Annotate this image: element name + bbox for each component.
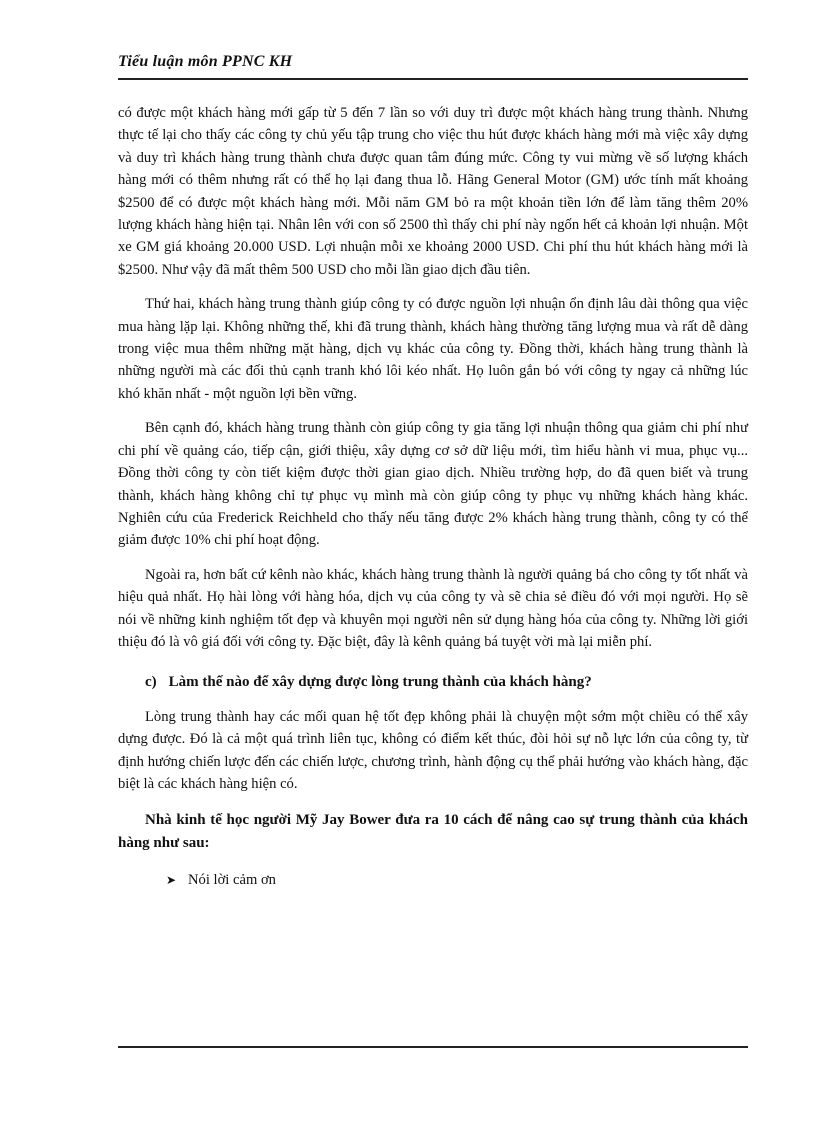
paragraph-1: có được một khách hàng mới gấp từ 5 đến 7 lần so với duy trì được một khách hàng trung thành. Nhưng thực tế lại cho thấy các công ty chủ yếu tập trung cho việc thu hút được khách hàng mới mà việc xây dựng và duy trì khách hàng trung thành chưa được quan tâm đúng mức. Công ty vui mừng về số lượng khách hàng mới có thêm nhưng rất có thể họ lại đang thua lỗ. Hãng General Motor (GM) ước tính mất khoảng $2500 để có được một khách hàng mới. Mỗi năm GM bỏ ra một khoản tiền lớn để làm tăng thêm 20% lượng khách hàng hiện tại. Nhân lên với con số 2500 thì thấy chi phí này ngốn hết cả khoản lợi nhuận. Một xe GM giá khoảng 20.000 USD. Lợi nhuận mỗi xe khoảng 2000 USD. Chi phí thu hút khách hàng mới là $2500. Như vậy đã mất thêm 500 USD cho mỗi lần giao dịch đầu tiên.: [118, 105, 748, 278]
arrow-bullet-icon: ➤: [166, 873, 177, 888]
footer-rule: [118, 1046, 748, 1048]
bower-intro: Nhà kinh tế học người Mỹ Jay Bower đưa ra 10 cách để nâng cao sự trung thành của khách hàng như sau:: [118, 812, 748, 852]
section-c-heading: [145, 671, 748, 693]
section-c-paragraph: Lòng trung thành hay các mối quan hệ tốt đẹp không phải là chuyện một sớm một chiều có thể xây dựng được. Đó là cả một quá trình liên tục, không có điểm kết thúc, đòi hỏi sự nỗ lực lớn của công ty, từ định hướng chiến lược đến các chiến lược, chương trình, hành động cụ thể phải hướng vào khách hàng, đặc biệt là các khách hàng hiện có.: [118, 708, 748, 792]
header-rule: [118, 78, 748, 80]
bullet-item: [166, 869, 748, 891]
section-c-marker: c): [145, 674, 157, 691]
section-c-heading-text: Làm thế nào để xây dựng được lòng trung thành của khách hàng?: [168, 674, 592, 691]
bullet-text: Nói lời cảm ơn: [188, 872, 276, 889]
page-header: [118, 52, 748, 72]
paragraph-2: Thứ hai, khách hàng trung thành giúp công ty có được nguồn lợi nhuận ổn định lâu dài thông qua việc mua hàng lặp lại. Không những thế, khi đã trung thành, khách hàng thường tăng lượng mua và rất dễ dàng trong việc mua thêm những mặt hàng, dịch vụ khác của công ty. Đồng thời, khách hàng trung thành là những người mà các đối thủ cạnh tranh khó lôi kéo nhất. Họ luôn gắn bó với công ty ngay cả những lúc khó khăn nhất - một nguồn lợi bền vững.: [118, 296, 748, 402]
body-content: [118, 102, 748, 892]
paragraph-3: Bên cạnh đó, khách hàng trung thành còn giúp công ty gia tăng lợi nhuận thông qua giảm chi phí như chi phí về quảng cáo, tiếp cận, giới thiệu, xây dựng cơ sở dữ liệu mới, tìm hiểu hành vi mua, phục vụ... Đồng thời công ty còn tiết kiệm được thời gian giao dịch. Nhiều trường hợp, do đã quen biết và trung thành, khách hàng không chỉ tự phục vụ mình mà còn giúp công ty phục vụ những khách hàng khác. Nghiên cứu của Frederick Reichheld cho thấy nếu tăng được 2% khách hàng trung thành, công ty có thể giảm được 10% chi phí hoạt động.: [118, 420, 748, 549]
header-title: Tiểu luận môn PPNC KH: [118, 53, 293, 70]
paragraph-4: Ngoài ra, hơn bất cứ kênh nào khác, khách hàng trung thành là người quảng bá cho công ty tốt nhất và hiệu quả nhất. Họ hài lòng với hàng hóa, dịch vụ của công ty và sẽ chia sẻ điều đó với mọi người. Họ sẽ nói về những kinh nghiệm tốt đẹp và khuyên mọi người nên sử dụng hàng hóa của công ty. Những lời giới thiệu đó là vô giá đối với công ty. Đặc biệt, đây là kênh quảng bá tuyệt vời mà lại miễn phí.: [118, 566, 748, 650]
